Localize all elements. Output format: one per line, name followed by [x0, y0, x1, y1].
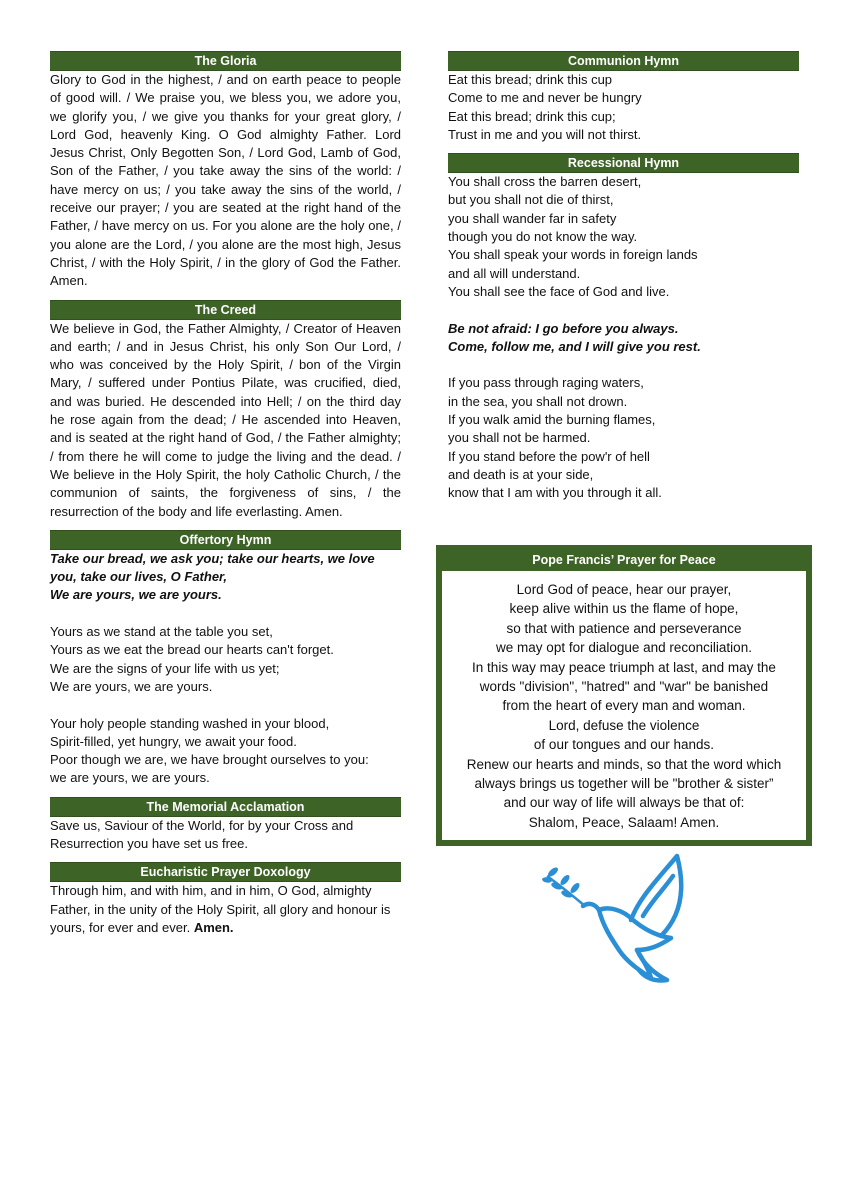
gloria-title: The Gloria	[50, 51, 401, 71]
recessional-line: You shall speak your words in foreign lands	[448, 247, 698, 263]
recessional-refrain-line: Be not afraid: I go before you always.	[448, 320, 679, 336]
creed-section	[50, 300, 401, 521]
prayer-line: keep alive within us the flame of hope,	[509, 601, 739, 617]
communion-section	[448, 51, 799, 144]
left-column	[50, 51, 401, 937]
recessional-line: you shall not be harmed.	[448, 430, 591, 446]
recessional-refrain	[448, 320, 799, 357]
offertory-section	[50, 530, 401, 788]
offertory-refrain	[50, 550, 401, 605]
recessional-line: in the sea, you shall not drown.	[448, 393, 628, 409]
offertory-title: Offertory Hymn	[50, 530, 401, 550]
prayer-line: always brings us together will be "brother & sister”	[474, 776, 774, 792]
prayer-line: and our way of life will always be that of:	[503, 795, 745, 811]
recessional-line: and death is at your side,	[448, 466, 594, 482]
recessional-line: and all will understand.	[448, 265, 581, 281]
prayer-panel	[442, 571, 806, 840]
prayer-title: Pope Francis’ Prayer for Peace	[532, 553, 716, 567]
doxology-amen: Amen.	[193, 919, 234, 935]
doxology-body: Through him, and with him, and in him, O God, almighty Father, in the unity of the Holy Spirit, all glory and honour is yours, for ever and ever.	[50, 883, 391, 935]
recessional-line: If you stand before the pow'r of hell	[448, 448, 650, 464]
creed-text: We believe in God, the Father Almighty, / Creator of Heaven and earth; / and in Jesus Christ, his only Son Our Lord, / who was conceived by the Holy Spirit, / bon of the Virgin Mary, / suffered under Pontius Pilate, was crucified, died, and was buried. He descended into Hell; / on the third day he rose again from the dead; / He ascended into Heaven, and is seated at the right hand of God, / the Father almighty; / from there he will come to judge the living and the dead. / We believe in the Holy Spirit, the holy Catholic Church, / the communion of saints, the forgiveness of sins, / the resurrection of the body and life everlasting. Amen.	[50, 320, 401, 519]
offertory-verse-2	[50, 715, 401, 788]
communion-text	[448, 71, 799, 144]
offertory-verse-line: Spirit-filled, yet hungry, we await your food.	[50, 733, 297, 749]
creed-title: The Creed	[50, 300, 401, 320]
prayer-line: In this way may peace triumph at last, and may the	[472, 659, 776, 675]
communion-line: Come to me and never be hungry	[448, 90, 642, 106]
memorial-line: Save us, Saviour of the World, for by your Cross and	[50, 817, 354, 833]
prayer-line: of our tongues and our hands.	[533, 737, 715, 753]
gloria-text: Glory to God in the highest, / and on earth peace to people of good will. / We praise you, we bless you, we adore you, we glorify you, / we give you thanks for your great glory, / Lord God, heavenly King. O God almighty Father. Lord Jesus Christ, Only Begotten Son, / Lord God, Lamb of God, Son of the Father, / you take away the sins of the world: / have mercy on us; / you take away the sins of the world, / receive our prayer; / you are seated at the right hand of the Father, / have mercy on us. For you alone are the holy one, / you alone are the Lord, / you alone are the most high, Jesus Christ, / with the Holy Spirit, / in the glory of God the Father. Amen.	[50, 72, 401, 289]
offertory-verse-1	[50, 623, 401, 696]
prayer-line: words "division", "hatred" and "war" be banished	[479, 679, 769, 695]
recessional-line: You shall cross the barren desert,	[448, 174, 642, 190]
recessional-title: Recessional Hymn	[448, 153, 799, 173]
communion-line: Trust in me and you will not thirst.	[448, 126, 642, 142]
communion-title: Communion Hymn	[448, 51, 799, 71]
dove-icon	[539, 846, 699, 996]
memorial-text	[50, 817, 401, 854]
prayer-text	[443, 580, 805, 832]
recessional-line: know that I am with you through it all.	[448, 485, 662, 501]
gloria-section	[50, 51, 401, 291]
recessional-line: you shall wander far in safety	[448, 210, 617, 226]
memorial-title: The Memorial Acclamation	[50, 797, 401, 817]
prayer-line: Lord, defuse the violence	[548, 717, 700, 733]
offertory-verse-line: Yours as we eat the bread our hearts can't forget.	[50, 642, 334, 658]
offertory-verse-line: Poor though we are, we have brought ourselves to you:	[50, 752, 369, 768]
offertory-verse-line: Your holy people standing washed in your blood,	[50, 715, 330, 731]
recessional-refrain-line: Come, follow me, and I will give you rest.	[448, 338, 701, 354]
recessional-line: though you do not know the way.	[448, 229, 638, 245]
doxology-title: Eucharistic Prayer Doxology	[50, 862, 401, 882]
recessional-section	[448, 153, 799, 502]
offertory-verse-line: we are yours, we are yours.	[50, 770, 210, 786]
communion-line: Eat this bread; drink this cup	[448, 72, 613, 87]
recessional-line: but you shall not die of thirst,	[448, 192, 614, 208]
recessional-line: You shall see the face of God and live.	[448, 283, 670, 299]
recessional-line: If you pass through raging waters,	[448, 375, 644, 391]
offertory-verse-line: We are yours, we are yours.	[50, 678, 213, 694]
prayer-line: Renew our hearts and minds, so that the word which	[466, 756, 782, 772]
recessional-line: If you walk amid the burning flames,	[448, 412, 656, 428]
offertory-refrain-line: We are yours, we are yours.	[50, 587, 222, 603]
doxology-section	[50, 862, 401, 937]
recessional-verse-1	[448, 173, 799, 301]
memorial-line: Resurrection you have set us free.	[50, 835, 248, 851]
offertory-verse-line: Yours as we stand at the table you set,	[50, 624, 273, 640]
offertory-refrain-line: Take our bread, we ask you; take our hearts, we love	[50, 550, 375, 566]
memorial-section	[50, 797, 401, 854]
prayer-line: Shalom, Peace, Salaam! Amen.	[528, 814, 720, 830]
offertory-verse-line: We are the signs of your life with us yet;	[50, 660, 280, 676]
communion-line: Eat this bread; drink this cup;	[448, 108, 616, 124]
prayer-line: we may opt for dialogue and reconciliation.	[496, 640, 752, 656]
right-column	[448, 51, 799, 503]
prayer-line: so that with patience and perseverance	[506, 620, 742, 636]
prayer-box	[436, 545, 812, 846]
prayer-line: Lord God of peace, hear our prayer,	[516, 582, 732, 597]
recessional-verse-2	[448, 374, 799, 502]
doxology-text	[50, 882, 401, 937]
prayer-line: from the heart of every man and woman.	[502, 698, 746, 714]
offertory-refrain-line: you, take our lives, O Father,	[50, 569, 228, 585]
